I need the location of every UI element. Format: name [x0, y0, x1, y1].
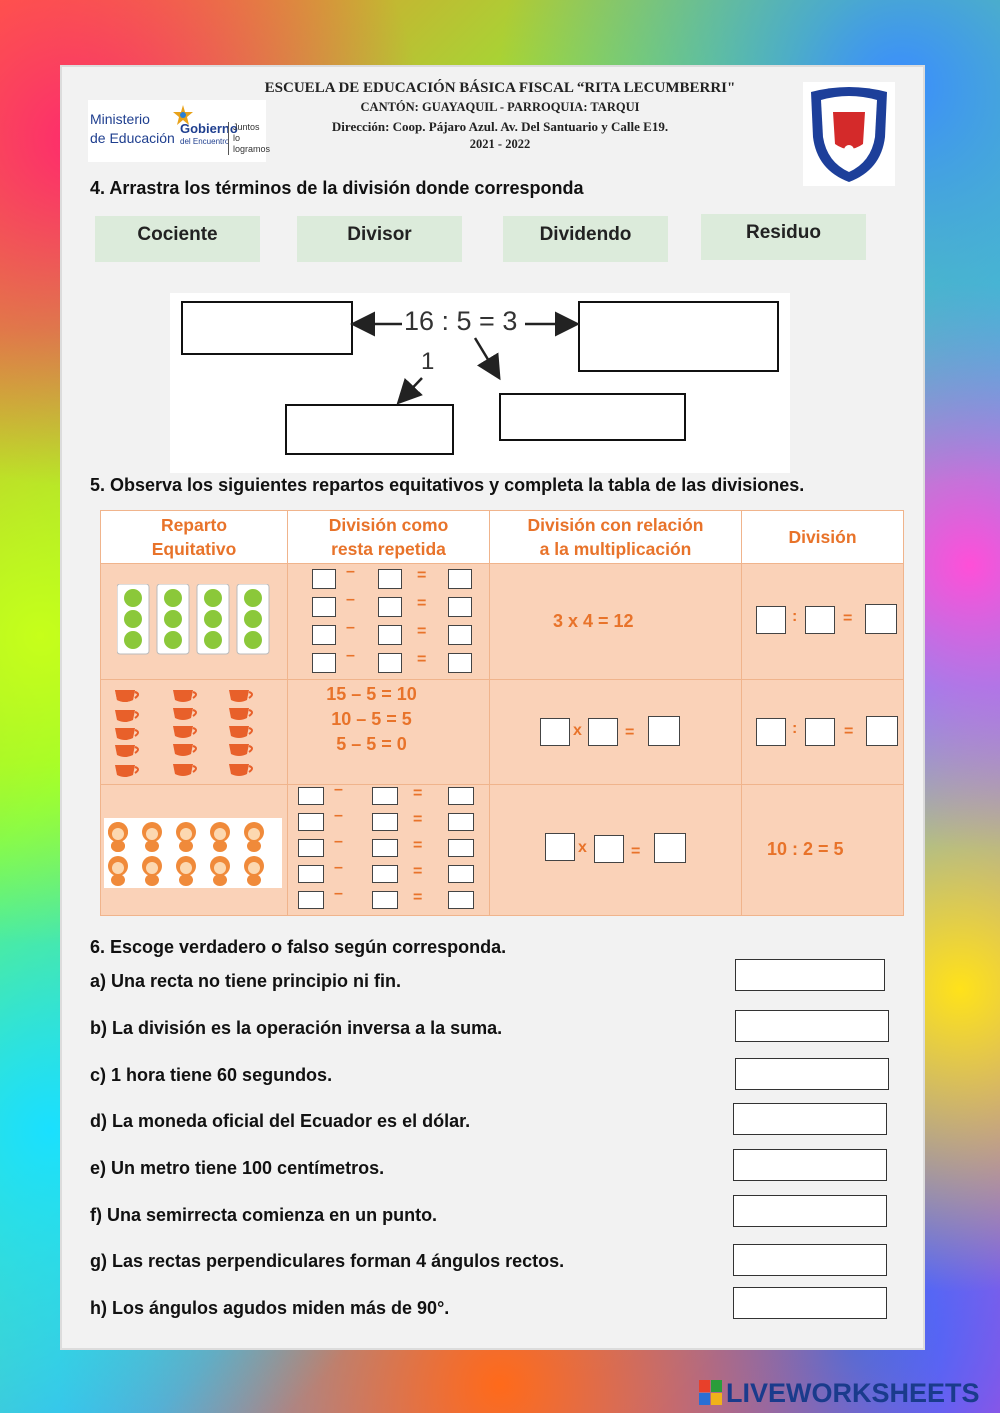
minus-symbol: – — [334, 859, 343, 876]
answer-box[interactable] — [448, 839, 474, 857]
answer-box[interactable] — [378, 653, 402, 673]
answer-box[interactable] — [448, 865, 474, 883]
diagram-arrows — [170, 293, 790, 473]
mult-cell-1 — [490, 564, 742, 680]
answer-box[interactable] — [448, 891, 474, 909]
equals-symbol: = — [413, 863, 423, 880]
answer-box[interactable] — [298, 839, 324, 857]
header-reparto: Reparto Equitativo — [101, 511, 288, 564]
div-symbol: : — [792, 720, 798, 737]
statement-a: a) Una recta no tiene principio ni fin. — [90, 971, 402, 991]
minus-symbol: – — [334, 833, 343, 850]
answer-box[interactable] — [540, 718, 570, 746]
ministerio-logo — [88, 100, 271, 162]
sub-line: 15 – 5 = 10 — [326, 684, 417, 704]
answer-box[interactable] — [588, 718, 618, 746]
logo-text-juntos: Juntos — [233, 122, 260, 132]
minus-symbol: – — [346, 591, 355, 608]
div-cell-1 — [742, 564, 904, 680]
answer-box[interactable] — [298, 813, 324, 831]
answer-box[interactable] — [372, 839, 398, 857]
equals-symbol: = — [843, 610, 853, 627]
reparto-cell-2 — [101, 680, 288, 785]
answer-box[interactable] — [378, 625, 402, 645]
answer-box[interactable] — [312, 597, 336, 617]
answer-box[interactable] — [448, 597, 472, 617]
equals-symbol: = — [625, 724, 635, 741]
answer-box[interactable] — [448, 653, 472, 673]
statement-e: e) Un metro tiene 100 centímetros. — [90, 1158, 385, 1178]
header-resta: División como resta repetida — [288, 511, 490, 564]
resta-cell-1 — [288, 564, 490, 680]
chip-divisor[interactable]: Divisor — [297, 216, 462, 262]
equals-symbol: = — [417, 567, 427, 584]
answer-box[interactable] — [372, 787, 398, 805]
mult-cell-2 — [490, 680, 742, 785]
answer-box[interactable] — [298, 891, 324, 909]
statement-f: f) Una semirrecta comienza en un punto. — [90, 1205, 438, 1225]
minus-symbol: – — [346, 647, 355, 664]
answer-box[interactable] — [756, 606, 786, 634]
answer-box[interactable] — [866, 716, 898, 746]
answer-box-e[interactable] — [733, 1149, 887, 1181]
equals-symbol: = — [413, 811, 423, 828]
answer-box[interactable] — [378, 597, 402, 617]
mult-text-1: 3 x 4 = 12 — [553, 611, 634, 631]
statement-c: c) 1 hora tiene 60 segundos. — [90, 1065, 333, 1085]
resta-cell-2 — [288, 680, 490, 785]
answer-box[interactable] — [298, 787, 324, 805]
liveworksheets-logo-icon — [699, 1380, 723, 1406]
div-cell-2 — [742, 680, 904, 785]
answer-box-d[interactable] — [733, 1103, 887, 1135]
answer-box-g[interactable] — [733, 1244, 887, 1276]
minus-symbol: – — [334, 781, 343, 798]
canton-line: CANTÓN: GUAYAQUIL - PARROQUIA: TARQUI — [360, 100, 640, 114]
equals-symbol: = — [417, 651, 427, 668]
logo-text-logramos: lo logramos — [233, 133, 271, 154]
minus-symbol: – — [346, 563, 355, 580]
answer-box[interactable] — [654, 833, 686, 863]
equals-symbol: = — [417, 623, 427, 640]
school-year: 2021 - 2022 — [469, 137, 531, 151]
answer-box[interactable] — [372, 813, 398, 831]
chip-cociente[interactable]: Cociente — [95, 216, 260, 262]
address-line: Dirección: Coop. Pájaro Azul. Av. Del Santuario y Calle E19. — [331, 119, 669, 134]
answer-box[interactable] — [312, 625, 336, 645]
answer-box-b[interactable] — [735, 1010, 889, 1042]
logo-text-encuentro: del Encuentro — [180, 137, 230, 146]
statement-b: b) La división es la operación inversa a la suma. — [90, 1018, 503, 1038]
sub-line: 5 – 5 = 0 — [336, 734, 407, 754]
logo-text-educacion: de Educación — [90, 130, 175, 146]
division-diagram — [170, 293, 790, 473]
answer-box[interactable] — [594, 835, 624, 863]
answer-box-c[interactable] — [735, 1058, 889, 1090]
reparto-cell-1 — [101, 564, 288, 680]
answer-box[interactable] — [448, 569, 472, 589]
question-4-title: 4. Arrastra los términos de la división donde corresponda — [90, 178, 584, 198]
div-text-3: 10 : 2 = 5 — [767, 839, 844, 859]
answer-box[interactable] — [448, 813, 474, 831]
answer-box[interactable] — [298, 865, 324, 883]
answer-box[interactable] — [372, 865, 398, 883]
cups-image — [113, 688, 268, 783]
times-symbol: x — [573, 722, 582, 739]
answer-box-h[interactable] — [733, 1287, 887, 1319]
reparto-cell-3 — [101, 785, 288, 916]
mult-cell-3 — [490, 785, 742, 916]
chip-residuo[interactable]: Residuo — [701, 214, 866, 260]
answer-box[interactable] — [378, 569, 402, 589]
header-division: División — [742, 511, 904, 564]
sub-line: 10 – 5 = 5 — [331, 709, 412, 729]
division-table — [100, 510, 904, 916]
resta-cell-3 — [288, 781, 490, 916]
times-symbol: x — [578, 839, 587, 856]
answer-box[interactable] — [805, 718, 835, 746]
traffic-lights-image — [117, 584, 272, 656]
answer-box-f[interactable] — [733, 1195, 887, 1227]
answer-box[interactable] — [756, 718, 786, 746]
minus-symbol: – — [334, 885, 343, 902]
header-multiplicacion: División con relación a la multiplicación — [490, 511, 742, 564]
school-name: ESCUELA DE EDUCACIÓN BÁSICA FISCAL “RITA LECUMBERRI" — [264, 80, 736, 96]
liveworksheets-brand: LIVEWORKSHEETS — [726, 1378, 980, 1408]
answer-box[interactable] — [805, 606, 835, 634]
statement-g: g) Las rectas perpendiculares forman 4 ángulos rectos. — [90, 1251, 565, 1271]
minus-symbol: – — [346, 619, 355, 636]
equals-symbol: = — [413, 837, 423, 854]
chip-dividendo[interactable]: Dividendo — [503, 216, 668, 262]
equals-symbol: = — [413, 785, 423, 802]
answer-box-a[interactable] — [735, 959, 885, 991]
remainder-text: 1 — [421, 348, 435, 375]
answer-box[interactable] — [312, 569, 336, 589]
school-crest — [803, 82, 895, 186]
statement-h: h) Los ángulos agudos miden más de 90°. — [90, 1298, 450, 1318]
answer-box[interactable] — [312, 653, 336, 673]
answer-box[interactable] — [448, 625, 472, 645]
div-symbol: : — [792, 608, 798, 625]
equals-symbol: = — [844, 723, 854, 740]
logo-text-gobierno: Gobierno — [180, 121, 238, 136]
answer-box[interactable] — [648, 716, 680, 746]
equals-symbol: = — [631, 843, 641, 860]
answer-box[interactable] — [448, 787, 474, 805]
answer-box[interactable] — [865, 604, 897, 634]
statement-d: d) La moneda oficial del Ecuador es el dólar. — [90, 1111, 471, 1131]
logo-text-ministerio: Ministerio — [90, 111, 150, 127]
equation-text: 16 : 5 = 3 — [404, 306, 518, 336]
answer-box[interactable] — [545, 833, 575, 861]
equals-symbol: = — [417, 595, 427, 612]
monkeys-image — [104, 818, 282, 888]
div-cell-3 — [742, 785, 904, 916]
question-5-title: 5. Observa los siguientes repartos equitativos y completa la tabla de las divisiones. — [90, 475, 805, 495]
equals-symbol: = — [413, 889, 423, 906]
answer-box[interactable] — [372, 891, 398, 909]
question-6-title: 6. Escoge verdadero o falso según corresponda. — [90, 937, 507, 957]
minus-symbol: – — [334, 807, 343, 824]
